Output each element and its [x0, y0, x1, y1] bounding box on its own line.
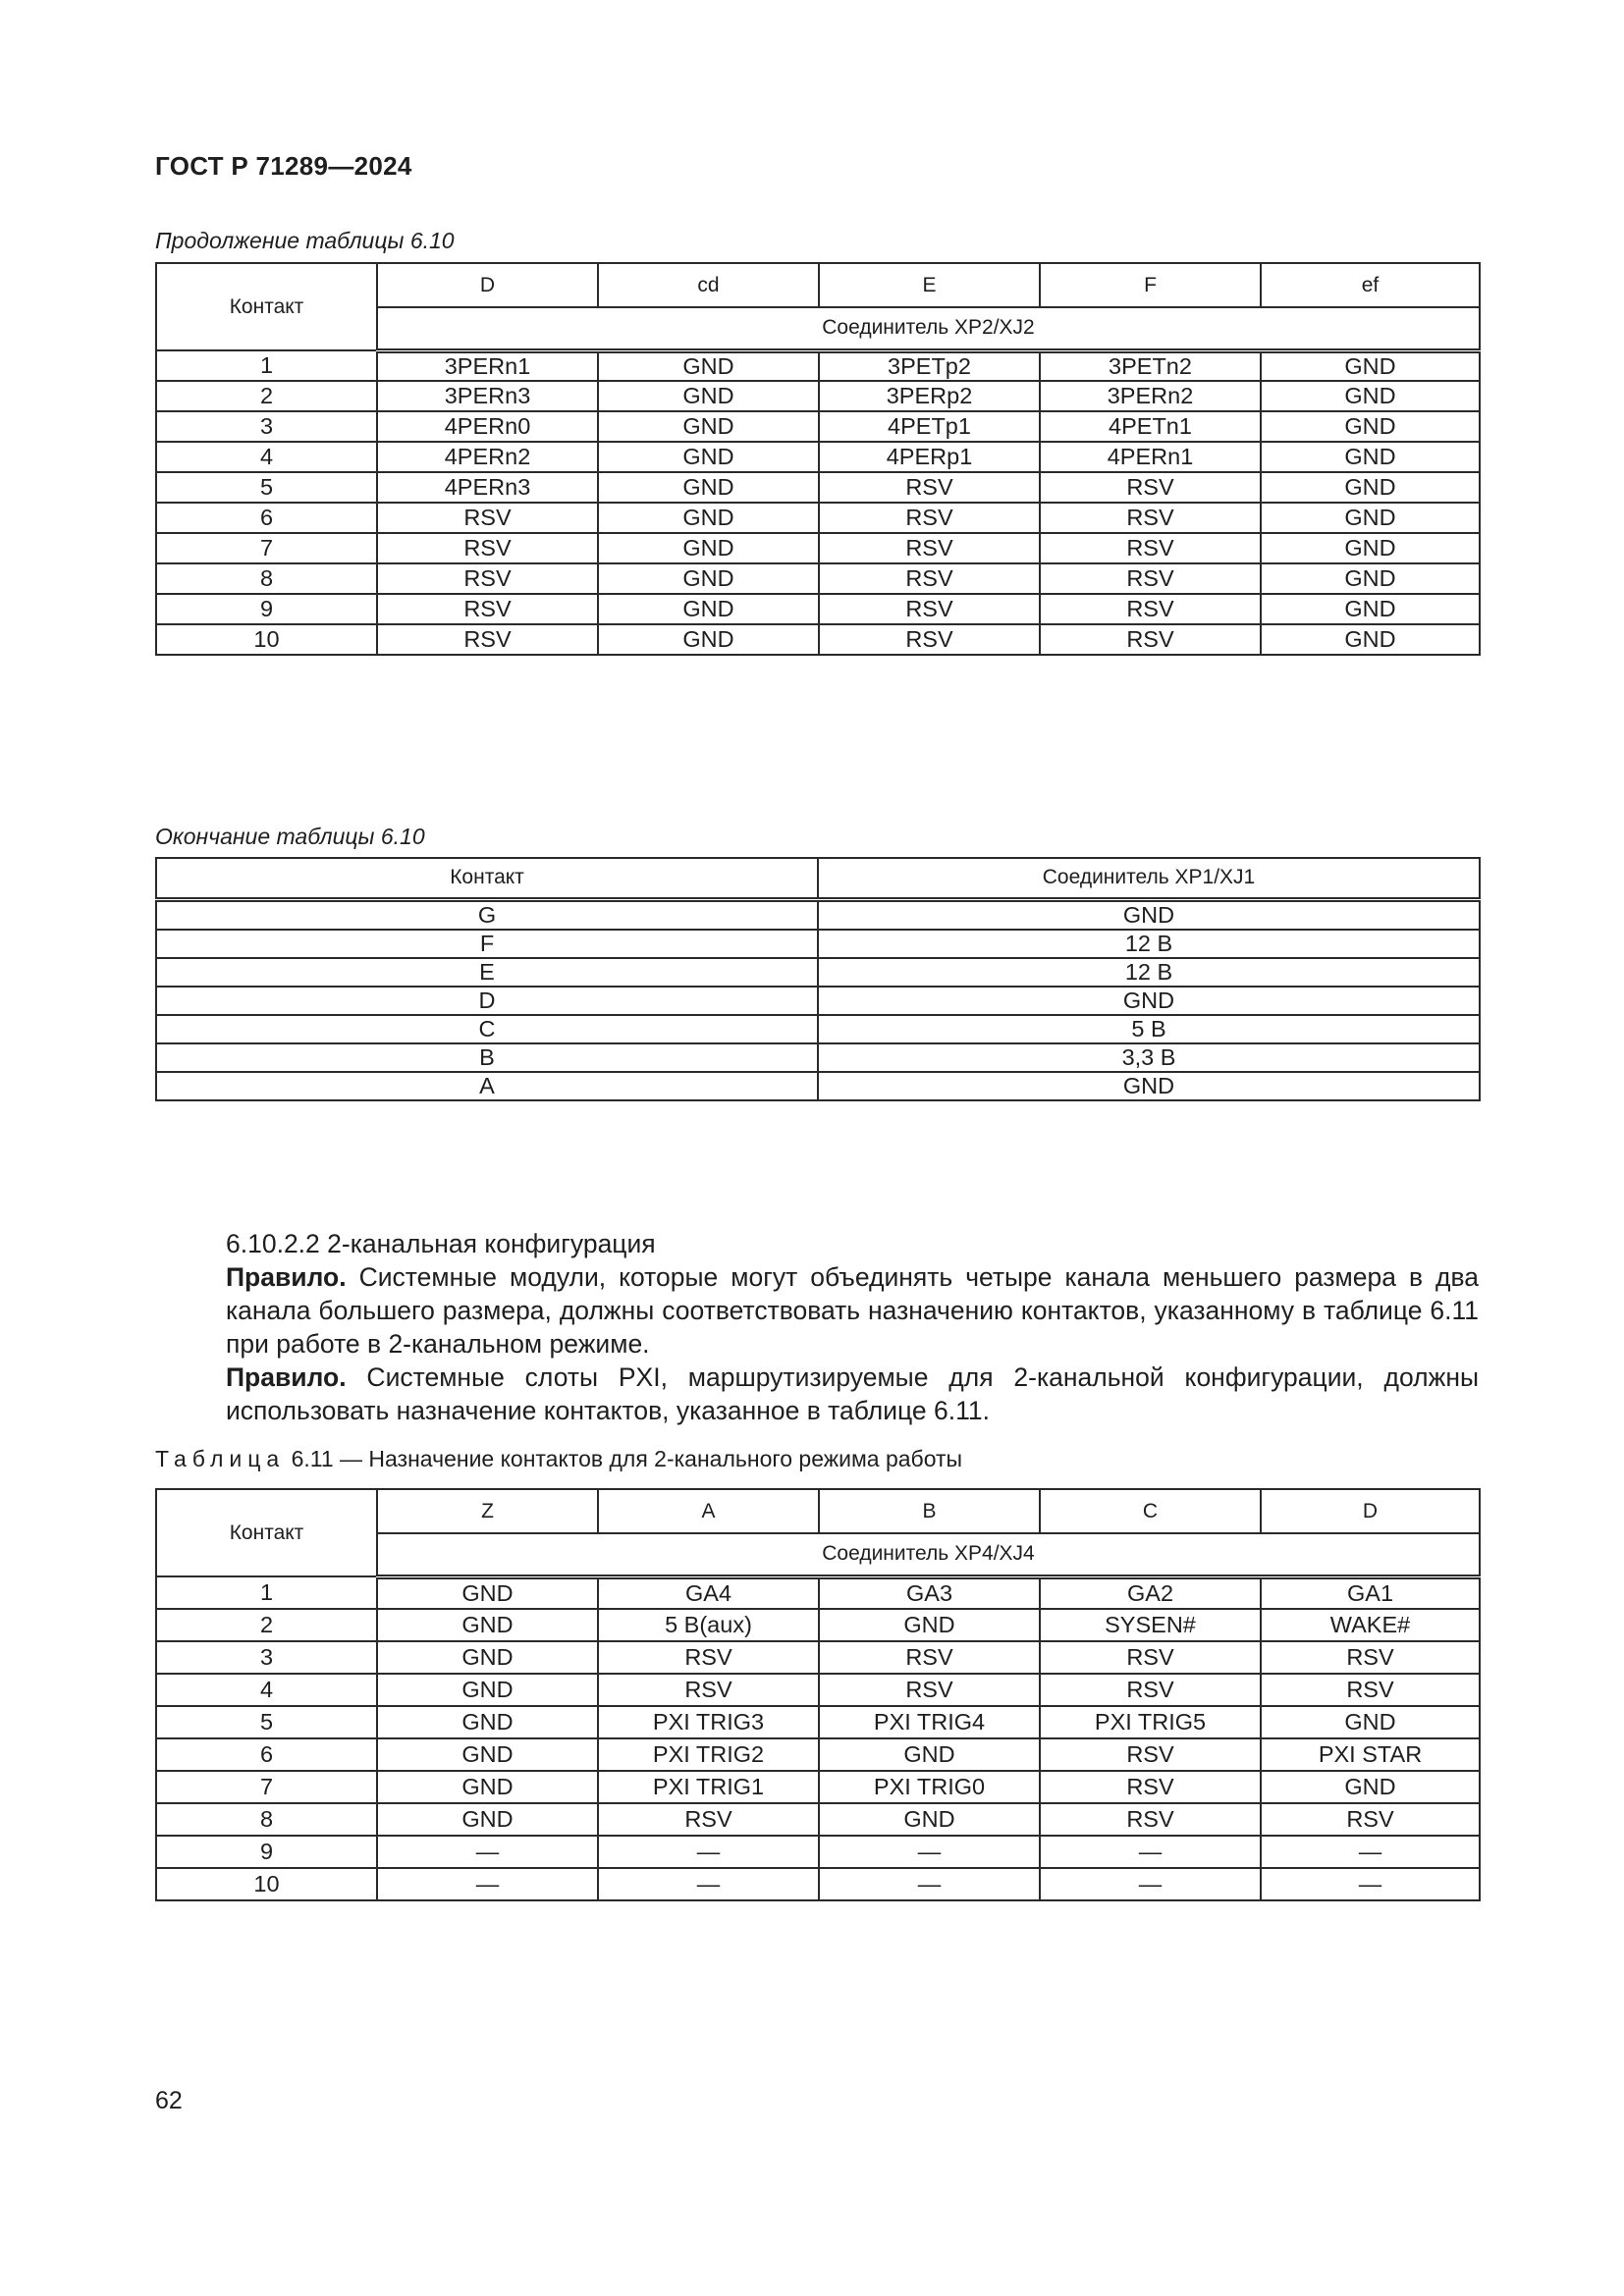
pin-cell: GND [598, 442, 819, 472]
table-row [156, 1706, 1480, 1738]
contact-cell: 4 [156, 1674, 377, 1706]
pin-cell: 4PETp1 [819, 411, 1040, 442]
pin-cell: PXI TRIG0 [819, 1771, 1040, 1803]
contact-cell: E [156, 958, 818, 987]
table-row [156, 1043, 1480, 1072]
pin-cell: RSV [819, 1674, 1040, 1706]
table3-title [155, 1446, 962, 1472]
table-row [156, 442, 1480, 472]
pin-cell: 4PERn0 [377, 411, 598, 442]
contact-cell: A [156, 1072, 818, 1100]
contact-cell: 3 [156, 1641, 377, 1674]
table1-column-header: D [377, 263, 598, 307]
pin-cell: RSV [598, 1803, 819, 1836]
table-row [156, 1641, 1480, 1674]
table-row [156, 1674, 1480, 1706]
rule1-label: Правило. [226, 1262, 347, 1292]
document-header: ГОСТ Р 71289—2024 [155, 151, 412, 181]
pin-cell: 3PERn1 [377, 350, 598, 381]
pin-cell: RSV [1040, 503, 1261, 533]
section-text [155, 1227, 1479, 1427]
pin-cell: GND [377, 1609, 598, 1641]
table-row [156, 563, 1480, 594]
pin-cell: GND [377, 1641, 598, 1674]
pin-cell: RSV [1261, 1641, 1480, 1674]
pin-cell: GND [1261, 350, 1480, 381]
pin-cell: GND [598, 350, 819, 381]
pin-cell: — [598, 1868, 819, 1900]
pin-cell: — [1040, 1868, 1261, 1900]
pin-cell: GND [598, 381, 819, 411]
contact-cell: C [156, 1015, 818, 1043]
pin-cell: GND [598, 411, 819, 442]
table-row [156, 1072, 1480, 1100]
table-row [156, 1868, 1480, 1900]
table3-title-prefix: Таблица [155, 1446, 286, 1471]
pin-cell: — [819, 1868, 1040, 1900]
pin-cell: RSV [819, 1641, 1040, 1674]
pin-cell: GND [598, 624, 819, 655]
table2-caption: Окончание таблицы 6.10 [155, 824, 425, 849]
table3-column-header: Z [377, 1489, 598, 1533]
pin-cell: RSV [1040, 472, 1261, 503]
pin-cell: RSV [377, 533, 598, 563]
table-row [156, 533, 1480, 563]
contact-cell: 2 [156, 1609, 377, 1641]
table-row [156, 1738, 1480, 1771]
table-row [156, 1803, 1480, 1836]
contact-cell: 7 [156, 533, 377, 563]
table1-connector-header: Соединитель XP2/XJ2 [377, 307, 1480, 350]
pin-cell: RSV [1040, 594, 1261, 624]
pin-cell: — [1040, 1836, 1261, 1868]
pin-cell: GND [598, 563, 819, 594]
table-row [156, 1576, 1480, 1609]
table3-title-rest: 6.11 — Назначение контактов для 2-канального режима работы [285, 1446, 963, 1471]
contact-cell: 6 [156, 503, 377, 533]
contact-cell: 5 [156, 1706, 377, 1738]
contact-cell: G [156, 899, 818, 930]
table-row [156, 411, 1480, 442]
pin-cell: RSV [598, 1641, 819, 1674]
contact-cell: 6 [156, 1738, 377, 1771]
table1-contact-header: Контакт [156, 263, 377, 350]
pin-cell: PXI STAR [1261, 1738, 1480, 1771]
table-row [156, 1015, 1480, 1043]
rule2-text: Системные слоты PXI, маршрутизируемые для 2-канальной конфигурации, должны использовать назначение контактов, указанное в таблице 6.11. [226, 1362, 1479, 1425]
contact-cell: 3 [156, 411, 377, 442]
pin-cell: — [377, 1836, 598, 1868]
table-row [156, 381, 1480, 411]
table1-column-header: ef [1261, 263, 1480, 307]
pin-cell: GND [1261, 624, 1480, 655]
pin-cell: RSV [1261, 1803, 1480, 1836]
table-row [156, 472, 1480, 503]
pin-cell: RSV [598, 1674, 819, 1706]
pin-cell: PXI TRIG1 [598, 1771, 819, 1803]
table1-column-header: E [819, 263, 1040, 307]
pin-cell: GND [377, 1738, 598, 1771]
table3-connector-header: Соединитель XP4/XJ4 [377, 1533, 1480, 1576]
pin-cell: RSV [377, 563, 598, 594]
pin-cell: RSV [1040, 1771, 1261, 1803]
pin-cell: 3PERn2 [1040, 381, 1261, 411]
pin-cell: 4PERn3 [377, 472, 598, 503]
table-row [156, 1836, 1480, 1868]
contact-cell: 2 [156, 381, 377, 411]
pin-cell: RSV [1040, 624, 1261, 655]
pin-cell: 3PETn2 [1040, 350, 1261, 381]
table2-connector-header: Соединитель XP1/XJ1 [818, 858, 1480, 899]
section-heading: 6.10.2.2 2-канальная конфигурация [226, 1229, 656, 1258]
page-number: 62 [155, 2087, 183, 2114]
pin-cell: GND [377, 1803, 598, 1836]
pin-cell: 12 В [818, 958, 1480, 987]
rule1-text: Системные модули, которые могут объединять четыре канала меньшего размера в два канала большего размера, должны соответствовать назначению контактов, указанному в таблице 6.11 при работе в 2-канальном режиме. [226, 1262, 1479, 1359]
rule2-paragraph [155, 1361, 1479, 1427]
pin-cell: RSV [377, 594, 598, 624]
pin-cell: 3,3 В [818, 1043, 1480, 1072]
pin-cell: 4PERn1 [1040, 442, 1261, 472]
pin-cell: GND [598, 503, 819, 533]
table3-column-header: C [1040, 1489, 1261, 1533]
contact-cell: 8 [156, 1803, 377, 1836]
pin-cell: GND [819, 1609, 1040, 1641]
pin-cell: 12 В [818, 930, 1480, 958]
pin-cell: RSV [819, 624, 1040, 655]
table3-column-header: A [598, 1489, 819, 1533]
pin-cell: PXI TRIG5 [1040, 1706, 1261, 1738]
table-row [156, 503, 1480, 533]
pin-cell: 3PERp2 [819, 381, 1040, 411]
pin-cell: RSV [819, 533, 1040, 563]
pin-cell: GND [818, 899, 1480, 930]
contact-cell: 1 [156, 1576, 377, 1609]
pin-cell: GND [1261, 1771, 1480, 1803]
pin-cell: RSV [1040, 533, 1261, 563]
pin-cell: — [377, 1868, 598, 1900]
pin-cell: RSV [1040, 1738, 1261, 1771]
table3-contact-header: Контакт [156, 1489, 377, 1576]
contact-cell: 9 [156, 1836, 377, 1868]
table2-contact-header: Контакт [156, 858, 818, 899]
contact-cell: B [156, 1043, 818, 1072]
pin-cell: — [1261, 1836, 1480, 1868]
pin-cell: PXI TRIG3 [598, 1706, 819, 1738]
table-row [156, 899, 1480, 930]
pin-cell: GA1 [1261, 1576, 1480, 1609]
pin-cell: 3PETp2 [819, 350, 1040, 381]
contact-cell: 10 [156, 624, 377, 655]
pin-cell: GND [818, 1072, 1480, 1100]
contact-cell: F [156, 930, 818, 958]
pin-cell: GND [377, 1674, 598, 1706]
table3 [155, 1488, 1481, 1901]
pin-cell: RSV [1040, 1674, 1261, 1706]
pin-cell: GND [598, 533, 819, 563]
pin-cell: GND [377, 1771, 598, 1803]
contact-cell: 10 [156, 1868, 377, 1900]
pin-cell: GND [1261, 472, 1480, 503]
pin-cell: GA2 [1040, 1576, 1261, 1609]
table-row [156, 930, 1480, 958]
pin-cell: RSV [1040, 1803, 1261, 1836]
pin-cell: GND [819, 1738, 1040, 1771]
pin-cell: WAKE# [1261, 1609, 1480, 1641]
pin-cell: GND [1261, 533, 1480, 563]
table1-column-header: cd [598, 263, 819, 307]
pin-cell: PXI TRIG4 [819, 1706, 1040, 1738]
table-row [156, 1609, 1480, 1641]
pin-cell: GND [1261, 1706, 1480, 1738]
pin-cell: GND [1261, 411, 1480, 442]
pin-cell: GND [818, 987, 1480, 1015]
table-row [156, 1771, 1480, 1803]
pin-cell: GA4 [598, 1576, 819, 1609]
pin-cell: GND [377, 1576, 598, 1609]
pin-cell: 5 В(aux) [598, 1609, 819, 1641]
pin-cell: GND [1261, 442, 1480, 472]
pin-cell: RSV [819, 563, 1040, 594]
table-row [156, 350, 1480, 381]
pin-cell: PXI TRIG2 [598, 1738, 819, 1771]
pin-cell: RSV [1261, 1674, 1480, 1706]
table3-column-header: D [1261, 1489, 1480, 1533]
pin-cell: — [819, 1836, 1040, 1868]
pin-cell: RSV [819, 503, 1040, 533]
pin-cell: GND [1261, 594, 1480, 624]
contact-cell: 5 [156, 472, 377, 503]
table1 [155, 262, 1481, 656]
pin-cell: GND [1261, 381, 1480, 411]
pin-cell: — [598, 1836, 819, 1868]
table2 [155, 857, 1481, 1101]
pin-cell: SYSEN# [1040, 1609, 1261, 1641]
contact-cell: 4 [156, 442, 377, 472]
pin-cell: GND [598, 472, 819, 503]
contact-cell: D [156, 987, 818, 1015]
pin-cell: 4PERp1 [819, 442, 1040, 472]
pin-cell: 3PERn3 [377, 381, 598, 411]
pin-cell: — [1261, 1868, 1480, 1900]
table1-caption: Продолжение таблицы 6.10 [155, 228, 455, 253]
pin-cell: RSV [377, 503, 598, 533]
pin-cell: 5 В [818, 1015, 1480, 1043]
pin-cell: GND [819, 1803, 1040, 1836]
table-row [156, 594, 1480, 624]
pin-cell: GND [377, 1706, 598, 1738]
rule1-paragraph [155, 1260, 1479, 1361]
pin-cell: RSV [1040, 563, 1261, 594]
pin-cell: 4PETn1 [1040, 411, 1261, 442]
rule2-label: Правило. [226, 1362, 347, 1392]
contact-cell: 1 [156, 350, 377, 381]
pin-cell: RSV [819, 594, 1040, 624]
pin-cell: GND [1261, 563, 1480, 594]
table-row [156, 624, 1480, 655]
pin-cell: GA3 [819, 1576, 1040, 1609]
pin-cell: RSV [819, 472, 1040, 503]
table-row [156, 958, 1480, 987]
table-row [156, 987, 1480, 1015]
pin-cell: RSV [377, 624, 598, 655]
contact-cell: 8 [156, 563, 377, 594]
pin-cell: RSV [1040, 1641, 1261, 1674]
contact-cell: 7 [156, 1771, 377, 1803]
pin-cell: 4PERn2 [377, 442, 598, 472]
contact-cell: 9 [156, 594, 377, 624]
pin-cell: GND [1261, 503, 1480, 533]
table1-column-header: F [1040, 263, 1261, 307]
pin-cell: GND [598, 594, 819, 624]
table3-column-header: B [819, 1489, 1040, 1533]
